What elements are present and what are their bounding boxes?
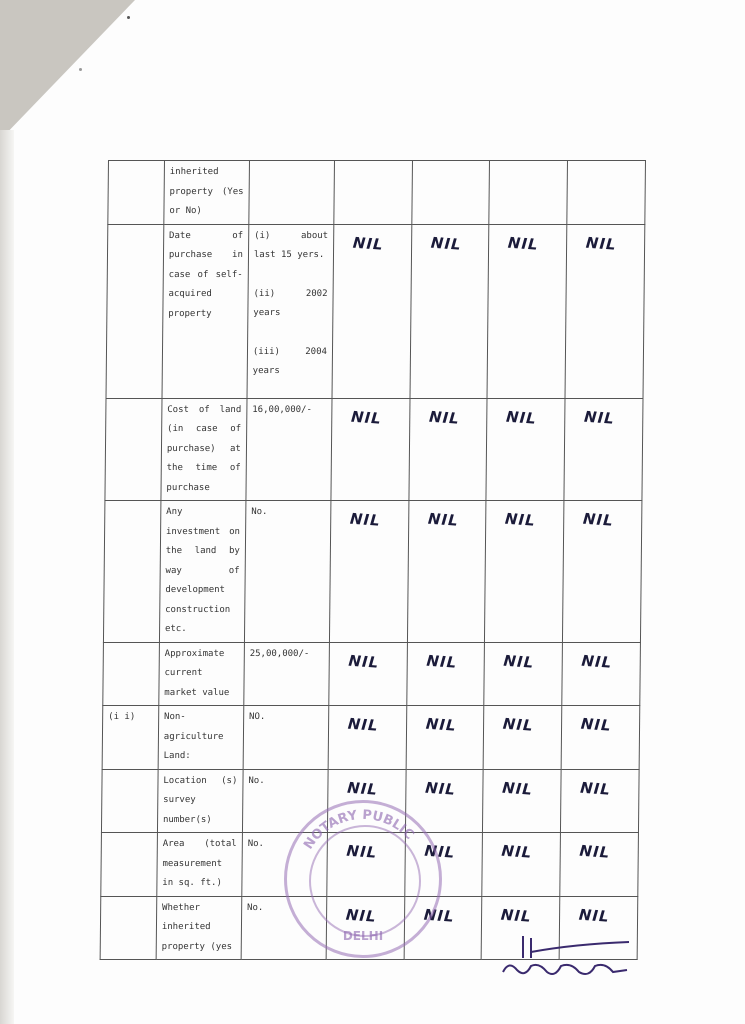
relative-value-cell [406,706,484,770]
notary-stamp [284,800,442,958]
page-left-edge [0,130,14,1024]
relative-value-cell [486,398,565,501]
scan-speck [79,68,82,71]
handwritten-value: NIL [585,233,618,254]
self-value-text: No. [248,775,265,786]
description-text: Approximate current market value [164,648,230,698]
relative-value-cell [329,642,407,706]
self-value-text: (i) about last 15 yers. [253,230,329,260]
relative-value-cell [567,161,645,225]
handwritten-value: NIL [422,905,455,926]
handwritten-value: NIL [503,651,536,672]
relative-value-cell [332,224,412,398]
description-text: Location (s) survey number(s) [162,775,238,825]
row-number-cell [101,769,158,833]
self-value-cell [249,161,335,225]
table-row [108,161,646,225]
handwritten-value: NIL [582,509,615,530]
description-cell [159,642,245,706]
handwritten-value: NIL [346,778,379,799]
self-value-text: No. [247,839,265,849]
page-corner-shadow [0,0,135,140]
handwritten-value: NIL [347,714,380,735]
handwritten-value: NIL [423,841,456,862]
relative-value-cell [487,224,567,398]
relative-value-cell [406,642,484,706]
self-value-cell [246,398,332,501]
relative-value-cell [561,769,639,833]
relative-value-cell [484,706,562,770]
self-value-cell [247,224,334,398]
description-text: Date of purchase in case of self-acquired property [168,230,244,319]
relative-value-cell [410,224,490,398]
self-value-cell [244,642,330,706]
description-cell [157,769,243,833]
table-row [102,706,640,770]
relative-value-cell [482,833,560,897]
description-cell [157,833,243,897]
handwritten-value: NIL [429,233,462,254]
handwritten-signature [495,932,635,982]
handwritten-value: NIL [580,714,613,735]
row-number-cell [105,398,162,501]
table-row [103,501,641,643]
relative-value-cell [331,398,410,501]
stamp-inner-ring [309,825,421,937]
handwritten-value: NIL [424,778,457,799]
table-row [103,642,641,706]
handwritten-value: NIL [507,233,540,254]
description-text: Non-agriculture Land: [163,712,224,761]
relative-value-cell [564,398,643,501]
handwritten-value: NIL [425,651,458,672]
row-number-cell: (i i) [102,706,159,770]
row-number-cell [106,224,164,398]
relative-value-cell [561,706,639,770]
handwritten-value: NIL [352,233,385,254]
description-cell [159,501,246,643]
handwritten-value: NIL [578,905,611,926]
handwritten-value: NIL [581,651,614,672]
handwritten-value: NIL [504,509,537,530]
row-number-cell [100,896,157,960]
self-value-text: No. [251,507,268,517]
row-number-cell [103,642,160,706]
description-text: Area (total measurement in sq. ft.) [162,839,237,888]
relative-value-cell [409,398,488,501]
relative-value-cell [407,501,486,643]
relative-value-cell [565,224,645,398]
self-value-text: 16,00,000/- [252,404,312,415]
relative-value-cell [329,501,408,643]
description-text: Cost of land (in case of purchase) at the time of purchase [166,404,242,493]
handwritten-value [340,161,407,174]
handwritten-value: NIL [579,778,612,799]
self-value-text: (ii) 2002 years [253,288,328,318]
self-value-cell [243,706,329,770]
description-text: Whether inherited property (yes [161,902,233,952]
handwritten-value: NIL [502,714,535,735]
relative-value-cell [563,501,642,643]
relative-value-cell [328,706,406,770]
handwritten-value: NIL [424,714,457,735]
handwritten-value: NIL [505,407,538,428]
handwritten-value: NIL [347,651,380,672]
relative-value-cell [485,501,564,643]
description-cell [161,398,247,501]
relative-value-cell [484,642,562,706]
scan-speck [127,16,130,19]
stamp-ring-text: NOTARY PUBLIC [301,807,417,853]
handwritten-value: NIL [428,407,461,428]
description-cell [158,706,244,770]
self-value-text: 25,00,000/- [249,648,310,659]
relative-value-cell [562,642,640,706]
relative-value-cell [483,769,561,833]
handwritten-value [573,161,640,174]
row-number-cell [101,833,158,897]
row-number-cell [108,161,165,225]
handwritten-value: NIL [579,841,612,862]
handwritten-value [495,161,562,174]
relative-value-cell [489,161,567,225]
table-row [105,398,643,501]
handwritten-value: NIL [345,905,378,926]
handwritten-value: NIL [583,407,616,428]
handwritten-value: NIL [345,841,378,862]
self-value-text: NO. [249,712,266,722]
self-value-text: (iii) 2004 years [252,346,327,376]
description-text: inherited property (Yes or No) [169,167,244,216]
relative-value-cell [412,161,490,225]
handwritten-value: NIL [349,509,382,530]
row-number-cell [103,501,160,643]
self-value-cell [244,501,331,643]
handwritten-value: NIL [350,407,383,428]
handwritten-value: NIL [501,778,535,799]
description-cell [156,896,242,960]
handwritten-value [417,161,484,174]
description-text: Any investment on the land by way of development construction etc. [164,507,241,634]
handwritten-value: NIL [427,509,460,530]
relative-value-cell [334,161,412,225]
handwritten-value: NIL [500,905,533,926]
table-row [106,224,645,398]
stamp-city: DELHI [342,929,384,943]
self-value-text: No. [247,902,264,913]
relative-value-cell [560,833,638,897]
description-cell [164,161,250,225]
handwritten-value: NIL [501,841,534,862]
description-cell [162,224,249,398]
